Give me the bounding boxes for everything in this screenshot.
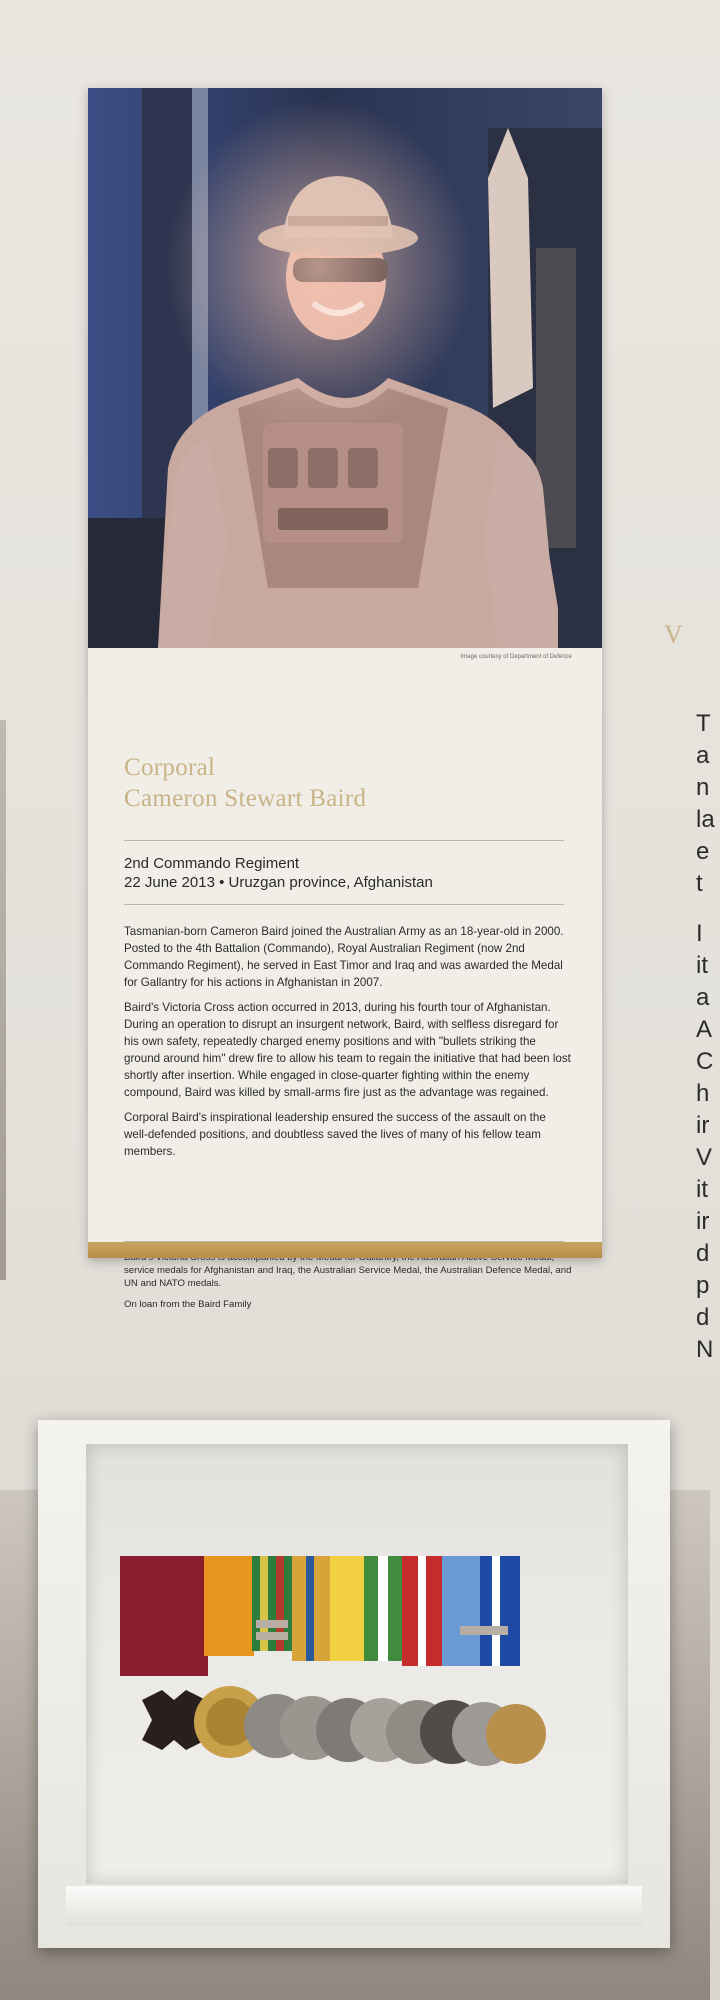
- victoria-cross-ribbon: [120, 1556, 208, 1676]
- adjacent-text-fragment: ir: [696, 1208, 710, 1235]
- adjacent-text-fragment: V: [696, 1144, 713, 1171]
- object-notes: [124, 1251, 574, 1319]
- adjacent-text-fragment: p: [696, 1272, 710, 1299]
- portrait-illustration: [88, 88, 602, 648]
- adjacent-text-fragment: I: [696, 920, 703, 947]
- biography-text: [124, 923, 572, 1168]
- unit-name: 2nd Commando Regiment: [124, 855, 300, 872]
- photo-credit: Image courtesy of Department of Defence: [460, 654, 572, 660]
- case-ledge: [66, 1886, 642, 1926]
- adjacent-text-fragment: T: [696, 710, 711, 737]
- soldier-portrait-photo: [88, 88, 602, 648]
- gallantry-medal-ribbon: [204, 1556, 254, 1656]
- adjacent-text-fragment: ir: [696, 1112, 710, 1139]
- adjacent-text-fragment: d: [696, 1240, 710, 1267]
- display-panel: [88, 88, 602, 1310]
- soldier-title: [124, 752, 564, 814]
- service-summary: [124, 854, 564, 892]
- adjacent-text-fragment: t: [696, 870, 703, 897]
- biography-paragraph: Corporal Baird's inspirational leadership ensured the success of the assault on the well-defended positions, and doubtless saved the lives of many of his fellow team members.: [124, 1111, 546, 1158]
- ribbon: [442, 1556, 480, 1666]
- adjacent-text-fragment: a: [696, 984, 710, 1011]
- left-panel-edge: [0, 720, 6, 1280]
- ribbon: [330, 1556, 364, 1661]
- action-date-place: 22 June 2013 • Uruzgan province, Afghanistan: [124, 874, 433, 891]
- adjacent-text-fragment: it: [696, 1176, 708, 1203]
- adjacent-text-fragment: a: [696, 742, 710, 769]
- biography-paragraph: Baird's Victoria Cross action occurred in 2013, during his fourth tour of Afghanistan. During an operation to disrupt an insurgent network, Baird, with selfless disregard for his own safety, repeatedly charged enemy positions and with "bullets striking the ground around him" drew fire to allow his team to regain the initiative that had been lost shortly after insertion. While engaged in close-quarter fighting within the enemy compound, Baird was killed by small-arms fire just as the advantage was regained.: [124, 1001, 571, 1099]
- loan-note: On loan from the Baird Family: [124, 1299, 252, 1310]
- adjacent-text-fragment: la: [696, 806, 715, 833]
- soldier-rank: Corporal: [124, 754, 216, 781]
- divider: [124, 840, 564, 841]
- gold-accent-bar: [88, 1242, 602, 1258]
- adjacent-text-fragment: N: [696, 1336, 714, 1363]
- soldier-name: Cameron Stewart Baird: [124, 785, 367, 812]
- medals-illustration: [80, 1540, 600, 1820]
- divider: [124, 904, 564, 905]
- medals-note: service medals for Afghanistan and Iraq, the Australian Service Medal, the Australian Defence Medal, and UN and NATO medals.: [124, 1265, 572, 1289]
- medal: [486, 1704, 546, 1764]
- adjacent-text-fragment: h: [696, 1080, 710, 1107]
- adjacent-text-fragment: e: [696, 838, 710, 865]
- adjacent-text-fragment: C: [696, 1048, 714, 1075]
- adjacent-panel-cutoff: [660, 620, 720, 1380]
- medal-group: [80, 1540, 600, 1820]
- adjacent-heading-fragment: V: [664, 620, 683, 649]
- biography-paragraph: Tasmanian-born Cameron Baird joined the Australian Army as an 18-year-old in 2000. Posted to the 4th Battalion (Commando), Royal Australian Regiment (now 2nd Commando Regiment), he served in East Timor and Iraq and was awarded the Medal for Gallantry for his actions in Afghanistan in 2007.: [124, 925, 564, 989]
- adjacent-text-fragment: n: [696, 774, 710, 801]
- adjacent-text-fragment: d: [696, 1304, 710, 1331]
- adjacent-text-fragment: A: [696, 1016, 713, 1043]
- adjacent-text-fragment: it: [696, 952, 708, 979]
